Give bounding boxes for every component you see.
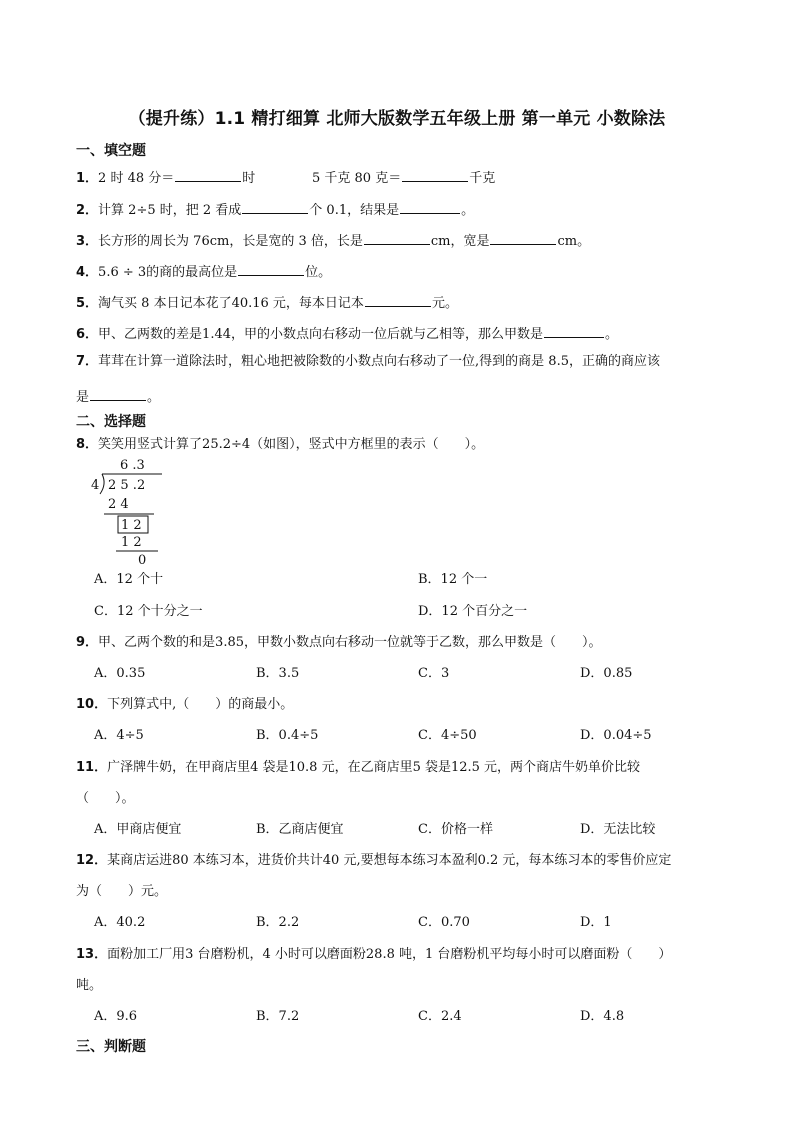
question-number: 1．: [76, 171, 99, 186]
question-4: [76, 261, 331, 281]
answer-blank[interactable]: [364, 230, 430, 245]
long-division-diagram: [88, 458, 168, 566]
question-1-part-b: [312, 167, 495, 187]
division-divisor: 4: [91, 478, 100, 493]
section-multiple-choice: 二、选择题: [76, 414, 146, 430]
q10-option-b[interactable]: B．0.4÷5: [256, 728, 319, 743]
question-number: 2．: [76, 203, 99, 218]
q8-option-a[interactable]: A．12 个十: [94, 572, 164, 587]
question-number: 4．: [76, 265, 99, 280]
division-dividend: 2 5 .2: [108, 478, 146, 493]
question-number: 12．: [76, 853, 108, 868]
q3-part-a: 长方形的周长为 76cm，长是宽的 3 倍，长是: [98, 234, 363, 249]
q12-option-c[interactable]: C．0.70: [418, 915, 470, 930]
q12-option-d[interactable]: D．1: [580, 915, 612, 930]
q8-option-d[interactable]: D．12 个百分之一: [418, 604, 528, 619]
q10-stem: 下列算式中,（ ）的商最小。: [107, 697, 294, 712]
answer-blank[interactable]: [400, 199, 460, 214]
question-13-line-2: 吨。: [76, 978, 103, 993]
q8-option-b[interactable]: B．12 个一: [418, 572, 488, 587]
answer-blank[interactable]: [365, 292, 431, 307]
question-number: 8．: [76, 437, 99, 452]
question-number: 10．: [76, 697, 108, 712]
q7-part-a: 茸茸在计算一道除法时，粗心地把被除数的小数点向右移动了一位,得到的商是 8.5，正确的商应该: [98, 354, 660, 369]
q1-unit-b: 千克: [469, 171, 496, 186]
q1-part-a: 2 时 48 分＝: [98, 171, 175, 186]
q9-stem: 甲、乙两个数的和是3.85，甲数小数点向右移动一位就等于乙数，那么甲数是（ ）。: [98, 635, 602, 650]
q7-part-b: 是: [76, 390, 90, 405]
q1-part-b: 5 千克 80 克＝: [312, 171, 402, 186]
q10-option-c[interactable]: C．4÷50: [418, 728, 477, 743]
question-11: [76, 760, 640, 776]
q11-option-c[interactable]: C．价格一样: [418, 822, 493, 837]
q13-stem: 面粉加工厂用3 台磨粉机，4 小时可以磨面粉28.8 吨，1 台磨粉机平均每小时可以磨面粉（ ）: [107, 947, 672, 962]
question-10: [76, 697, 293, 713]
answer-blank[interactable]: [238, 261, 304, 276]
question-7-line-2: [76, 386, 160, 406]
question-12-line-2: 为（ ）元。: [76, 884, 168, 899]
q2-part-c: 。: [461, 203, 475, 218]
q5-part-b: 元。: [431, 296, 458, 311]
q10-option-d[interactable]: D．0.04÷5: [580, 728, 652, 743]
q1-unit-a: 时: [242, 171, 256, 186]
question-5: [76, 292, 458, 312]
q3-part-b: cm，宽是: [430, 234, 490, 249]
q11-stem: 广泽牌牛奶，在甲商店里4 袋是10.8 元，在乙商店里5 袋是12.5 元，两个商店牛奶单价比较: [107, 760, 641, 775]
section-true-false: 三、判断题: [76, 1039, 146, 1055]
q9-option-c[interactable]: C．3: [418, 666, 450, 681]
q4-part-b: 位。: [305, 265, 332, 280]
q10-option-a[interactable]: A．4÷5: [94, 728, 144, 743]
question-9: [76, 635, 602, 651]
q8-option-c[interactable]: C．12 个十分之一: [94, 604, 203, 619]
question-3: [76, 230, 590, 250]
division-quotient: 6 .3: [120, 458, 145, 473]
q13-option-c[interactable]: C．2.4: [418, 1009, 462, 1024]
question-number: 6．: [76, 327, 99, 342]
q3-part-c: cm。: [557, 234, 591, 249]
answer-blank[interactable]: [490, 230, 556, 245]
division-step-2: 1 2: [121, 535, 142, 550]
q9-option-b[interactable]: B．3.5: [256, 666, 300, 681]
question-12: [76, 853, 671, 869]
question-1: [76, 167, 255, 187]
answer-blank[interactable]: [175, 167, 241, 182]
q2-part-b: 个 0.1，结果是: [309, 203, 400, 218]
question-number: 5．: [76, 296, 99, 311]
q12-stem: 某商店运进80 本练习本，进货价共计40 元,要想每本练习本盈利0.2 元，每本练习本的零售价应定: [107, 853, 672, 868]
page-title: （提升练）1.1 精打细算 北师大版数学五年级上册 第一单元 小数除法: [128, 109, 666, 129]
q2-part-a: 计算 2÷5 时，把 2 看成: [98, 203, 242, 218]
question-11-line-2: （ ）。: [76, 791, 135, 806]
answer-blank[interactable]: [544, 323, 604, 338]
q13-option-d[interactable]: D．4.8: [580, 1009, 625, 1024]
q8-stem: 笑笑用竖式计算了25.2÷4（如图），竖式中方框里的表示（ ）。: [98, 437, 485, 452]
question-13: [76, 947, 671, 963]
q4-part-a: 5.6 ÷ 3的商的最高位是: [98, 265, 238, 280]
question-6: [76, 323, 618, 343]
q9-option-d[interactable]: D．0.85: [580, 666, 633, 681]
q11-option-a[interactable]: A．甲商店便宜: [94, 822, 182, 837]
q13-option-b[interactable]: B．7.2: [256, 1009, 300, 1024]
q12-option-a[interactable]: A．40.2: [94, 915, 146, 930]
division-boxed-value: 1 2: [121, 518, 142, 533]
division-step-1: 2 4: [108, 497, 129, 512]
answer-blank[interactable]: [402, 167, 468, 182]
q6-part-b: 。: [605, 327, 619, 342]
division-bracket: [100, 474, 104, 494]
division-remainder: 0: [138, 553, 147, 566]
question-number: 9．: [76, 635, 99, 650]
question-7: [76, 354, 660, 370]
q6-part-a: 甲、乙两数的差是1.44，甲的小数点向右移动一位后就与乙相等，那么甲数是: [98, 327, 543, 342]
question-number: 3．: [76, 234, 99, 249]
q12-option-b[interactable]: B．2.2: [256, 915, 300, 930]
question-number: 11．: [76, 760, 108, 775]
question-2: [76, 199, 474, 219]
q11-option-d[interactable]: D．无法比较: [580, 822, 656, 837]
question-8: [76, 437, 484, 453]
q7-part-c: 。: [147, 390, 161, 405]
answer-blank[interactable]: [242, 199, 308, 214]
q11-option-b[interactable]: B．乙商店便宜: [256, 822, 344, 837]
q5-part-a: 淘气买 8 本日记本花了40.16 元，每本日记本: [98, 296, 364, 311]
q13-option-a[interactable]: A．9.6: [94, 1009, 138, 1024]
section-fill-in: 一、填空题: [76, 143, 146, 159]
question-number: 13．: [76, 947, 108, 962]
question-number: 7．: [76, 354, 99, 369]
answer-blank[interactable]: [90, 386, 146, 401]
q9-option-a[interactable]: A．0.35: [94, 666, 146, 681]
